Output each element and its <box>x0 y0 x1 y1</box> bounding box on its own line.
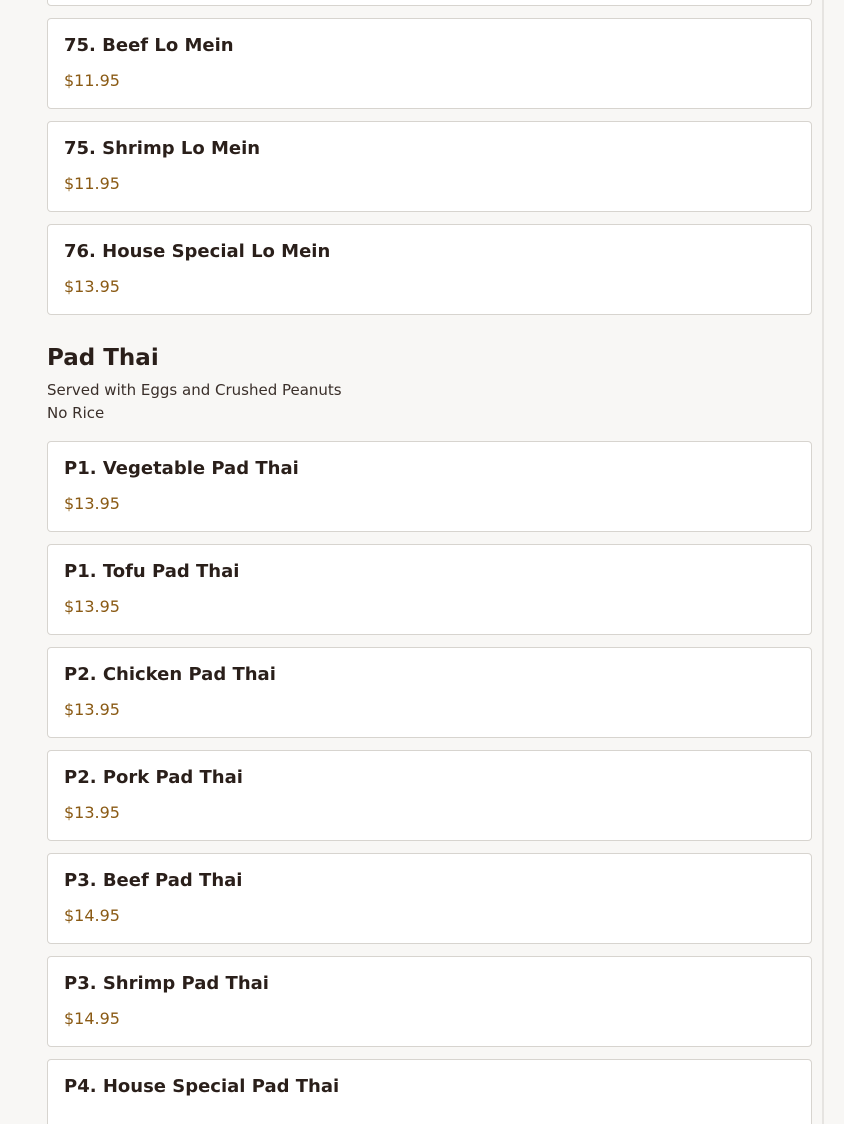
menu-item-price: $13.95 <box>64 803 120 822</box>
menu-item-card[interactable] <box>47 956 812 1047</box>
menu-item-name: 76. House Special Lo Mein <box>64 241 331 262</box>
menu-item-card[interactable] <box>47 0 812 6</box>
menu-item-card[interactable] <box>47 224 812 315</box>
menu-item-price: $14.95 <box>64 906 120 925</box>
menu-item-name: P2. Pork Pad Thai <box>64 767 243 788</box>
menu-item-card[interactable] <box>47 647 812 738</box>
menu-item-card[interactable] <box>47 18 812 109</box>
menu-item-card[interactable] <box>47 853 812 944</box>
menu-item-card[interactable] <box>47 441 812 532</box>
section-title-pad-thai: Pad Thai <box>47 345 159 371</box>
menu-item-name: P2. Chicken Pad Thai <box>64 664 276 685</box>
menu-item-card[interactable] <box>47 121 812 212</box>
menu-item-name: P1. Tofu Pad Thai <box>64 561 240 582</box>
menu-item-name: P1. Vegetable Pad Thai <box>64 458 299 479</box>
section-description-line: Served with Eggs and Crushed Peanuts <box>47 381 342 399</box>
menu-item-name: P3. Shrimp Pad Thai <box>64 973 269 994</box>
scroll-divider <box>822 0 824 1124</box>
menu-item-card[interactable] <box>47 544 812 635</box>
menu-item-name: 75. Shrimp Lo Mein <box>64 138 261 159</box>
menu-item-card[interactable] <box>47 750 812 841</box>
section-description-line: No Rice <box>47 404 105 422</box>
menu-item-price: $14.95 <box>64 1009 120 1028</box>
menu-item-price: $13.95 <box>64 277 120 296</box>
menu-item-price: $13.95 <box>64 597 120 616</box>
menu-item-name: 75. Beef Lo Mein <box>64 35 234 56</box>
menu-content <box>47 0 812 1124</box>
menu-item-price: $11.95 <box>64 174 120 193</box>
menu-item-price: $11.95 <box>64 71 120 90</box>
menu-item-card[interactable] <box>47 1059 812 1124</box>
menu-item-name: P4. House Special Pad Thai <box>64 1076 340 1097</box>
section-description <box>47 379 812 425</box>
menu-item-name: P3. Beef Pad Thai <box>64 870 243 891</box>
menu-item-price: $13.95 <box>64 494 120 513</box>
menu-item-price: $13.95 <box>64 700 120 719</box>
